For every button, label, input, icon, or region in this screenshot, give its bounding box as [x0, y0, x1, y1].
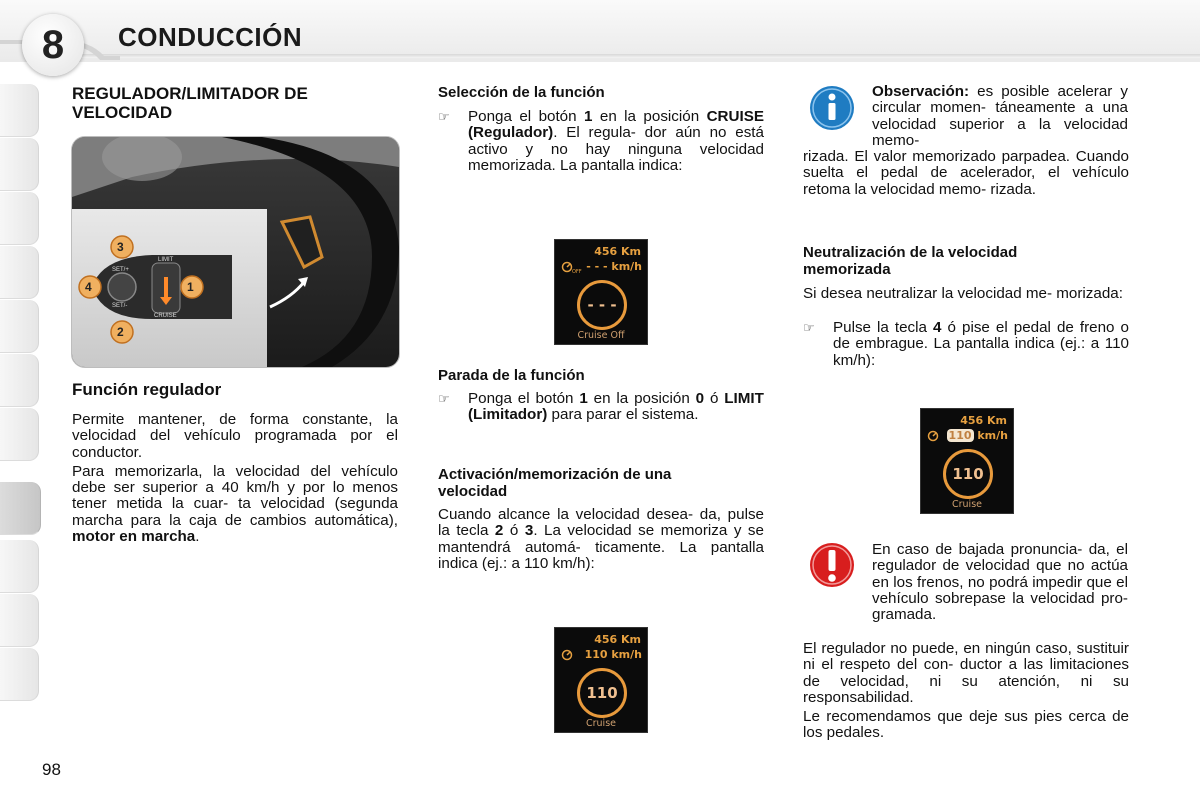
photo-label-cruise: CRUISE	[154, 313, 177, 319]
heading-line: Activación/memorización de una	[438, 466, 672, 483]
text-line: da, pulse la tecla	[438, 506, 764, 540]
hand-pointer-icon: ☞	[803, 320, 815, 335]
text-line: ó pise el pedal de	[947, 319, 1074, 336]
display-status: Cruise	[586, 718, 616, 729]
text-line: sobrepase la velocidad pro-	[934, 589, 1128, 607]
paragraph	[803, 149, 1129, 198]
display-status: Cruise Off	[577, 330, 625, 341]
text-line: Ponga el botón	[468, 390, 574, 407]
display-speed-unit: km/h	[977, 429, 1008, 442]
text-line: dor aún no está activo y no hay	[468, 124, 764, 158]
observacion-lead	[872, 84, 1128, 149]
display-speed-ring	[577, 668, 627, 718]
photo-label-set-plus: SET/+	[112, 267, 129, 273]
parada-bullet	[438, 391, 764, 424]
text-line: La pantalla indica:	[560, 156, 683, 174]
bold-text: LIMIT (Limitador)	[468, 390, 764, 424]
text-line: caja de cambios automática),	[188, 511, 398, 529]
text-line: ticamente. La pantalla indica (ej.: a	[438, 538, 764, 572]
bold-text: 1	[579, 390, 588, 407]
header-rule	[40, 54, 1200, 58]
text-line: en la posición	[593, 390, 690, 407]
hand-pointer-icon: ☞	[438, 109, 450, 124]
paragraph	[833, 320, 1129, 369]
bold-text: en marcha	[119, 528, 196, 546]
chapter-tab-active[interactable]	[0, 482, 41, 535]
chapter-title: CONDUCCIÓN	[118, 22, 303, 52]
chapter-tab[interactable]	[0, 300, 39, 353]
text-line: .	[195, 528, 200, 546]
cruise-icon	[927, 430, 941, 444]
text-line: es posible	[977, 83, 1050, 100]
text-line: acelerar y circular momen-	[872, 83, 1128, 117]
steering-column-photo	[71, 136, 400, 368]
text-line: Permite mantener, de forma constante,	[72, 411, 373, 428]
neutralizacion-bullet	[803, 320, 1129, 369]
warning-icon	[808, 541, 856, 589]
display-ring-value: 110	[586, 684, 618, 702]
text-line: ta velocidad (segunda marcha para la	[72, 495, 398, 529]
display-speed: 110 km/h	[584, 648, 642, 661]
text-line: en la posición	[599, 108, 700, 125]
photo-callout-1: 1	[187, 280, 194, 294]
heading-line: velocidad	[438, 483, 508, 500]
text-line: En caso de bajada pronuncia-	[872, 541, 1083, 558]
text-line: Pulse la tecla	[833, 319, 927, 336]
text-line: ó	[509, 522, 519, 540]
text-line: da, el regulador de velocidad	[872, 541, 1128, 575]
paragraph	[438, 507, 764, 572]
cruise-off-icon-label: OFF	[572, 269, 582, 275]
display-speed: - - - km/h	[586, 260, 642, 273]
photo-label-limit: LIMIT	[158, 257, 174, 263]
display-speed-ring	[577, 280, 627, 330]
paragraph	[72, 464, 398, 545]
cruise-off-icon	[561, 261, 583, 275]
text-line: rizada.	[990, 180, 1036, 198]
chapter-tab[interactable]	[0, 246, 39, 299]
text-line: la velocidad del vehículo programada	[72, 411, 398, 445]
text-line: El regulador no puede, en ningún	[803, 640, 1031, 657]
funcion-regulador-text	[72, 412, 398, 545]
paragraph	[468, 109, 764, 174]
chapter-tab[interactable]	[0, 192, 39, 245]
bold-text: CRUISE (Regulador)	[468, 108, 764, 142]
regulador-disclaimer	[803, 641, 1129, 742]
section-title	[72, 84, 398, 122]
text-line: para parar el	[551, 406, 638, 424]
bold-text: 4	[933, 319, 942, 336]
bold-text: motor	[72, 528, 116, 546]
bold-text: 1	[584, 108, 593, 125]
info-icon	[808, 84, 856, 132]
display-speed	[947, 429, 1008, 442]
activacion-text	[438, 507, 764, 572]
text-line: que no actúa en los frenos, no	[872, 557, 1128, 591]
bold-text: 3	[524, 522, 534, 540]
display-odometer: 456 Km	[594, 245, 641, 258]
display-ring-value: - - -	[587, 296, 617, 314]
photo-callout-4: 4	[85, 280, 92, 294]
paragraph	[803, 709, 1129, 742]
text-line: Si desea neutralizar la velocidad me-	[803, 285, 1053, 302]
chapter-tab[interactable]	[0, 648, 39, 701]
section-title-line: VELOCIDAD	[72, 103, 173, 122]
text-line: indica (ej.: a 110 km/h):	[833, 335, 1129, 369]
text-line: el vehículo retoma la velocidad memo-	[803, 164, 1129, 198]
chapter-number-badge	[22, 14, 84, 76]
warning-lead	[872, 542, 1128, 623]
cruise-icon	[561, 649, 575, 663]
chapter-tab[interactable]	[0, 540, 39, 593]
text-line: 110 km/h):	[524, 554, 595, 572]
text-line: ninguna velocidad memorizada.	[468, 140, 764, 174]
text-line: ó	[709, 390, 719, 407]
photo-callout-3: 3	[117, 240, 124, 254]
text-line: ni su atención, ni su responsabilidad.	[803, 672, 1129, 706]
text-line: se memoriza y se mantendrá automá-	[438, 522, 764, 556]
chapter-tab[interactable]	[0, 138, 39, 191]
photo-callout-2: 2	[117, 325, 124, 339]
display-speed-ring	[943, 449, 993, 499]
text-line: Ponga el botón	[468, 108, 577, 125]
paragraph	[872, 84, 1128, 149]
chapter-tab[interactable]	[0, 594, 39, 647]
paragraph	[803, 641, 1129, 706]
paragraph	[468, 391, 764, 424]
text-line: superior a la velocidad memo-	[872, 115, 1128, 149]
bold-text: Observación:	[872, 83, 970, 100]
text-line: Para memorizarla, la velocidad del	[72, 462, 331, 480]
display-cruise-off	[554, 239, 648, 345]
paragraph	[72, 412, 398, 461]
neutralizacion-heading	[803, 244, 1129, 278]
hand-pointer-icon: ☞	[438, 391, 450, 406]
text-line: sistema.	[641, 406, 699, 424]
text-line: rizada. El valor memorizado parpadea.	[803, 148, 1071, 165]
text-line: Le recomendamos que deje sus pies	[803, 708, 1063, 726]
funcion-regulador-heading: Función regulador	[72, 380, 222, 399]
text-line: Cuando suelta el pedal de acelerador,	[803, 148, 1129, 182]
chapter-tab-strip	[0, 84, 40, 724]
paragraph	[803, 286, 1129, 302]
parada-heading: Parada de la función	[438, 367, 585, 384]
text-line: ductor a las limitaciones de velocidad,	[803, 656, 1129, 690]
observacion-continuation	[803, 149, 1129, 198]
display-status: Cruise	[952, 499, 982, 510]
display-ring-value: 110	[952, 465, 984, 483]
text-line: . El regula-	[553, 124, 636, 142]
text-line: cerca de los pedales.	[803, 708, 1129, 742]
text-line: por el conductor.	[72, 427, 398, 461]
activacion-heading	[438, 466, 764, 500]
seleccion-bullet	[438, 109, 764, 174]
heading-line: memorizada	[803, 261, 891, 278]
text-line: freno o de embrague. La pantalla	[833, 319, 1129, 353]
chapter-tab[interactable]	[0, 84, 39, 137]
display-cruise-active	[554, 627, 648, 733]
page-number: 98	[42, 760, 61, 779]
heading-line: Neutralización de la velocidad	[803, 244, 1018, 261]
text-line: . La velocidad	[533, 522, 632, 540]
text-line: morizada:	[1056, 285, 1123, 302]
text-line: Cuando alcance la velocidad desea-	[438, 506, 694, 523]
chapter-tab[interactable]	[0, 408, 39, 461]
section-title-line: REGULADOR/LIMITADOR DE	[72, 84, 308, 103]
photo-label-set-minus: SET/-	[112, 303, 128, 309]
chapter-number: 8	[41, 22, 65, 67]
text-line: vehículo debe ser superior a 40 km/h	[72, 462, 398, 497]
text-line: gramada.	[872, 606, 937, 624]
seleccion-heading: Selección de la función	[438, 84, 605, 101]
text-line: podrá impedir que el vehículo	[872, 573, 1128, 607]
display-odometer: 456 Km	[960, 414, 1007, 427]
display-odometer: 456 Km	[594, 633, 641, 646]
bold-text: 2	[494, 522, 504, 540]
text-line: táneamente a una velocidad	[872, 99, 1128, 133]
text-line: caso, sustituir ni el respeto del con-	[803, 640, 1129, 674]
chapter-tab[interactable]	[0, 354, 39, 407]
display-speed-highlight: 110	[948, 429, 972, 442]
text-line: y por lo menos tener metida la cuar-	[72, 479, 398, 513]
bold-text: 0	[695, 390, 705, 407]
paragraph	[872, 542, 1128, 623]
display-cruise-flashing	[920, 408, 1014, 514]
neutralizacion-text	[803, 286, 1129, 302]
